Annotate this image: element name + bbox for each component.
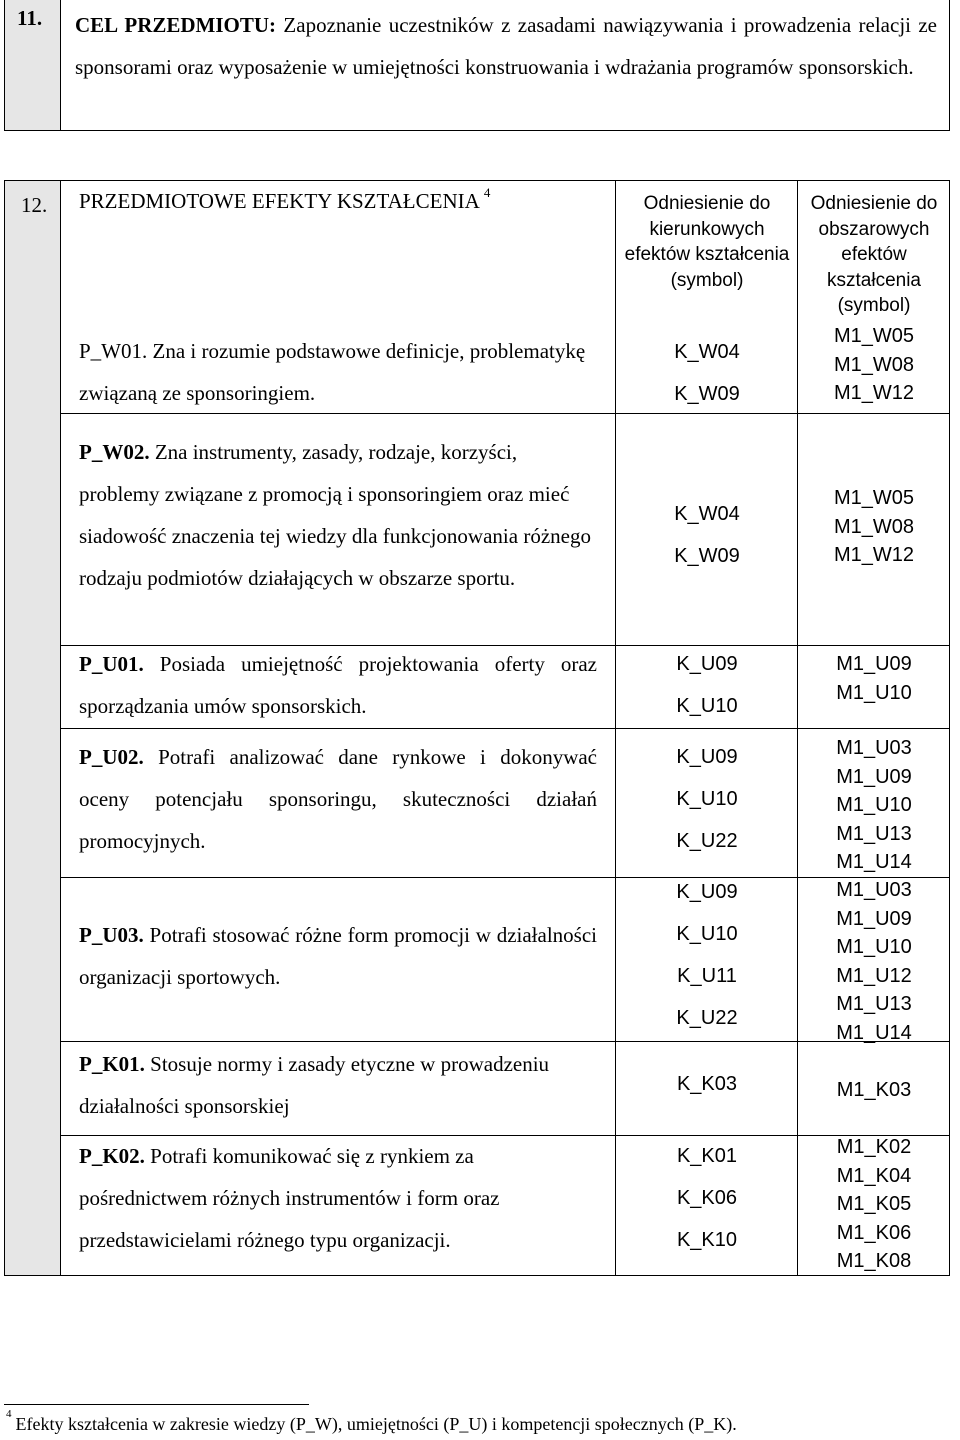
outcome-code: P_U01. [79, 652, 144, 676]
symbol: M1_U12 [836, 964, 912, 987]
symbol: K_U22 [676, 1007, 738, 1029]
outcome-code: P_W02. [79, 440, 150, 464]
outcome-description: Stosuje normy i zasady etyczne w prowadzeniu działalności sponsorskiej [79, 1052, 550, 1118]
symbol: M1_U10 [836, 794, 912, 816]
symbol: M1_K03 [836, 1079, 912, 1101]
outcome-code: P_W01. [79, 339, 148, 363]
obszarowe-symbols [799, 484, 949, 570]
symbol: M1_W08 [833, 515, 915, 538]
symbol: K_U10 [676, 923, 738, 945]
symbol: K_U09 [676, 881, 738, 903]
symbol: M1_U03 [836, 879, 912, 901]
outcome-description: Posiada umiejętność projektowania oferty oraz sporządzania umów sponsorskich. [79, 652, 597, 718]
outcome-text [79, 643, 597, 727]
symbol: M1_U14 [836, 851, 912, 873]
outcome-code: P_U03. [79, 923, 144, 947]
outcome-code: P_U02. [79, 745, 144, 769]
row-divider [61, 728, 949, 729]
symbol: K_U09 [676, 746, 738, 768]
symbol: M1_W08 [833, 353, 915, 376]
symbol: K_K06 [676, 1187, 738, 1209]
footnote-text: Efekty kształcenia w zakresie wiedzy (P_W), umiejętności (P_U) i kompetencji społecznych (P_K). [15, 1414, 737, 1434]
outcome-description: Potrafi stosować różne form promocji w działalności organizacji sportowych. [79, 923, 597, 989]
symbol: K_U11 [677, 965, 737, 987]
symbol: M1_U03 [836, 737, 912, 759]
outcome-text [79, 1135, 597, 1261]
symbol: M1_K02 [836, 1136, 912, 1158]
outcome-text [79, 330, 597, 414]
symbol: M1_W05 [833, 487, 915, 509]
symbol: K_K01 [676, 1145, 738, 1167]
obszarowe-symbols [799, 650, 949, 707]
course-goal-label: CEL PRZEDMIOTU: [75, 13, 277, 37]
symbol: K_U10 [676, 695, 738, 717]
symbol: M1_U09 [836, 653, 912, 675]
section-number: 12. [21, 193, 48, 217]
symbol: K_W09 [674, 545, 740, 567]
symbol: M1_U14 [836, 1021, 912, 1044]
symbol: M1_K05 [836, 1193, 912, 1215]
symbol: K_W09 [674, 383, 740, 405]
symbol: K_U09 [676, 653, 738, 675]
symbol: K_W04 [674, 341, 740, 363]
kierunkowe-symbols [617, 643, 797, 727]
kierunkowe-symbols [617, 871, 797, 1039]
symbol: M1_K06 [836, 1221, 912, 1244]
outcome-text [79, 914, 597, 998]
outcome-description: Potrafi analizować dane rynkowe i dokonywać oceny potencjału sponsoringu, skuteczności działań promocyjnych. [79, 745, 597, 853]
symbol: K_U22 [676, 830, 738, 852]
outcome-text [79, 1043, 597, 1127]
obszarowe-symbols [799, 876, 949, 1047]
symbol: M1_U10 [836, 681, 912, 704]
symbol: K_K10 [676, 1229, 738, 1251]
outcome-text [79, 431, 597, 599]
obszarowe-symbols [799, 734, 949, 877]
section-title-text: PRZEDMIOTOWE EFEKTY KSZTAŁCENIA [79, 189, 479, 213]
symbol: K_K03 [676, 1073, 738, 1095]
symbol: K_W04 [674, 503, 740, 525]
footnote-ref: 4 [483, 185, 491, 200]
column-header-kierunkowe: Odniesienie do kierunkowych efektów kształcenia (symbol) [624, 193, 790, 291]
outcome-description: Potrafi komunikować się z rynkiem za pośrednictwem różnych instrumentów i form oraz przedstawicielami różnego typu organizacji. [79, 1144, 500, 1252]
outcome-description: Zna i rozumie podstawowe definicje, problematykę związaną ze sponsoringiem. [79, 339, 586, 405]
course-goal-text [75, 4, 937, 88]
kierunkowe-symbols [617, 493, 797, 577]
symbol: M1_U09 [836, 765, 912, 788]
outcome-code: P_K01. [79, 1052, 145, 1076]
obszarowe-symbols [799, 1076, 949, 1105]
symbol: M1_U13 [836, 822, 912, 845]
symbol: K_U10 [676, 788, 738, 810]
section-number-cell [5, 181, 61, 1275]
symbol: M1_W12 [833, 382, 915, 404]
course-goal-body: Zapoznanie uczestników z zasadami nawiązywania i prowadzenia relacji ze sponsorami oraz wyposażenie w umiejętności konstruowania i wdrażania programów sponsorskich. [75, 13, 938, 79]
kierunkowe-symbols [617, 736, 797, 862]
outcome-text [79, 736, 597, 862]
kierunkowe-symbols [617, 1063, 797, 1105]
outcome-description: Zna instrumenty, zasady, rodzaje, korzyści, problemy związane z promocją i sponsoringiem oraz mieć siadowość znaczenia tej wiedzy dla funkcjonowania różnego rodzaju podmiotów działających w obszarze sportu. [79, 440, 591, 590]
footnote [6, 1408, 737, 1435]
kierunkowe-symbols [617, 1135, 797, 1261]
symbol: M1_K08 [836, 1250, 912, 1272]
section-number-cell [5, 0, 61, 130]
footnote-separator [4, 1404, 309, 1405]
symbol: M1_U10 [836, 936, 912, 958]
kierunkowe-symbols [617, 331, 797, 415]
symbol: M1_W05 [833, 325, 915, 347]
symbol: M1_U13 [836, 993, 912, 1015]
symbol: M1_U09 [836, 907, 912, 930]
section-title [79, 185, 491, 214]
outcome-code: P_K02. [79, 1144, 145, 1168]
section-number: 11. [17, 6, 43, 30]
obszarowe-symbols [799, 1133, 949, 1276]
column-header-obszarowe: Odniesienie do obszarowych efektów kształcenia (symbol) [810, 193, 938, 316]
footnote-marker: 4 [6, 1408, 12, 1420]
symbol: M1_K04 [836, 1164, 912, 1187]
obszarowe-symbols [799, 322, 949, 408]
learning-outcomes-table [4, 180, 950, 1276]
section-11-goal [4, 0, 950, 131]
symbol: M1_W12 [833, 544, 915, 566]
